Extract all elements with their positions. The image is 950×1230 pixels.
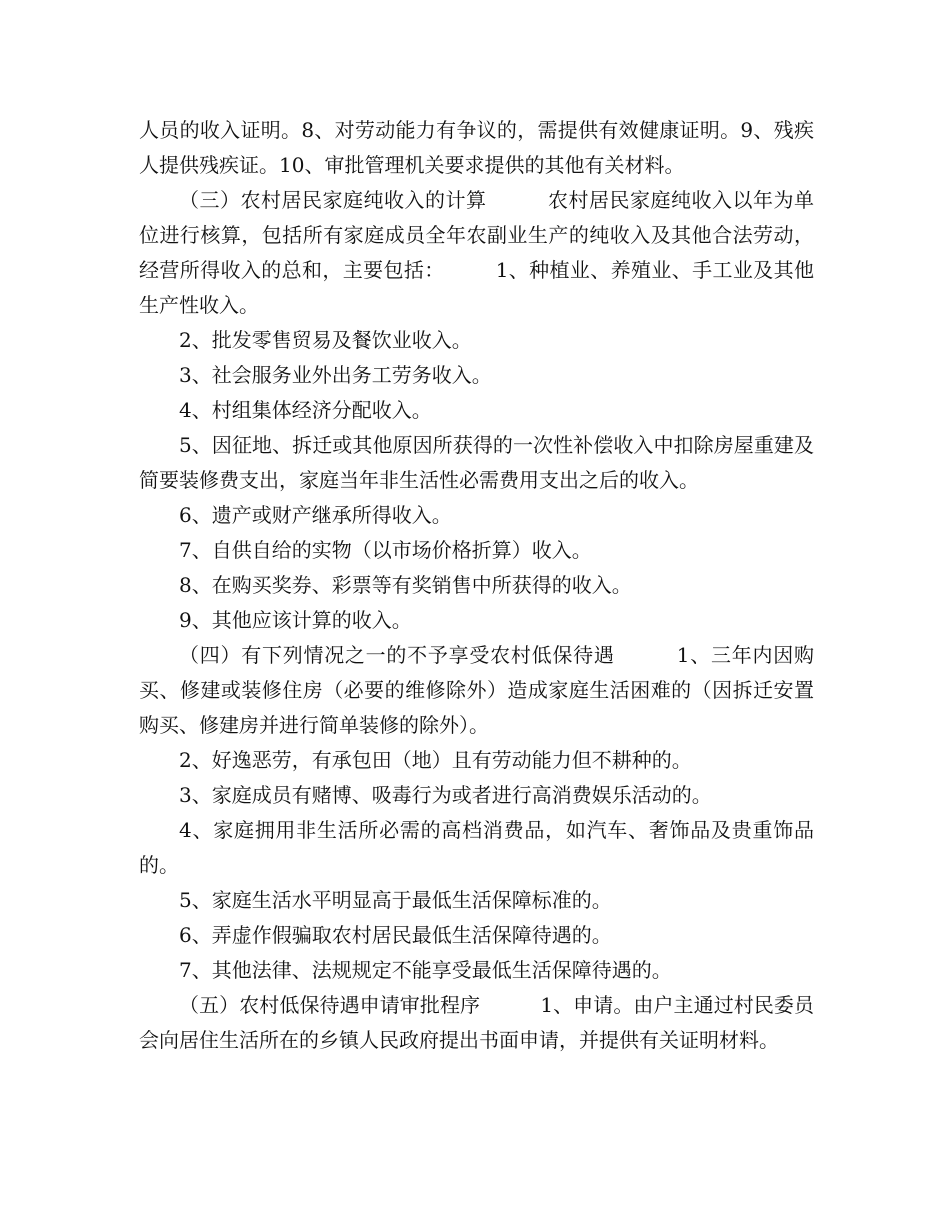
paragraph-item-8-lottery: 8、在购买奖券、彩票等有奖销售中所获得的收入。	[179, 573, 632, 597]
paragraph-section-three: （三）农村居民家庭纯收入的计算 农村居民家庭纯收入以年为单位进行核算，包括所有家庭成员全年农副业生产的纯收入及其他合法劳动，经营所得收入的总和，主要包括： 1、种植业、养殖业、手工业及其他生产性收入。	[139, 188, 814, 317]
document-body	[139, 113, 814, 1058]
paragraph-section-five: （五）农村低保待遇申请审批程序 1、申请。由户主通过村民委员会向居住生活所在的乡镇人民政府提出书面申请，并提供有关证明材料。	[139, 993, 814, 1052]
paragraph-item-3-service: 3、社会服务业外出务工劳务收入。	[179, 363, 492, 387]
paragraph-exclusion-7: 7、其他法律、法规规定不能享受最低生活保障待遇的。	[179, 958, 672, 982]
paragraph-item-9-other-income: 9、其他应该计算的收入。	[179, 608, 412, 632]
paragraph-exclusion-4: 4、家庭拥用非生活所必需的高档消费品，如汽车、奢饰品及贵重饰品的。	[139, 818, 814, 877]
paragraph-item-4-collective: 4、村组集体经济分配收入。	[179, 398, 432, 422]
paragraph-item-2-wholesale: 2、批发零售贸易及餐饮业收入。	[179, 328, 472, 352]
paragraph-item-5-compensation: 5、因征地、拆迁或其他原因所获得的一次性补偿收入中扣除房屋重建及简要装修费支出，家庭当年非生活性必需费用支出之后的收入。	[139, 433, 814, 492]
paragraph-exclusion-6: 6、弄虚作假骗取农村居民最低生活保障待遇的。	[179, 923, 612, 947]
paragraph-income-proof: 人员的收入证明。8、对劳动能力有争议的，需提供有效健康证明。9、残疾人提供残疾证。10、审批管理机关要求提供的其他有关材料。	[139, 118, 814, 177]
paragraph-item-7-self-supply: 7、自供自给的实物（以市场价格折算）收入。	[179, 538, 592, 562]
paragraph-exclusion-3: 3、家庭成员有赌博、吸毒行为或者进行高消费娱乐活动的。	[179, 783, 712, 807]
paragraph-item-6-inheritance: 6、遗产或财产继承所得收入。	[179, 503, 452, 527]
paragraph-exclusion-2: 2、好逸恶劳，有承包田（地）且有劳动能力但不耕种的。	[179, 748, 692, 772]
paragraph-exclusion-5: 5、家庭生活水平明显高于最低生活保障标准的。	[179, 888, 612, 912]
paragraph-section-four: （四）有下列情况之一的不予享受农村低保待遇 1、三年内因购买、修建或装修住房（必要的维修除外）造成家庭生活困难的（因拆迁安置购买、修建房并进行简单装修的除外）。	[139, 643, 814, 737]
